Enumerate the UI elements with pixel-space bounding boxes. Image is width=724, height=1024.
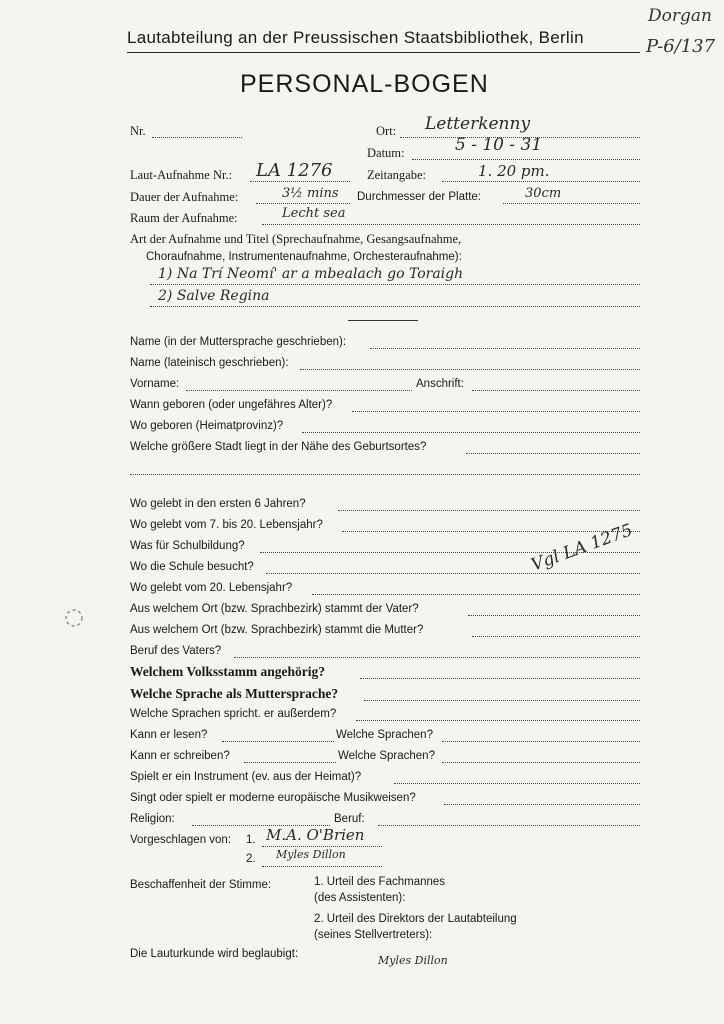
raum-field[interactable]: [262, 224, 640, 225]
margin-note-ref: P-6/137: [646, 36, 716, 57]
titles-line-1[interactable]: [150, 284, 640, 285]
titles-line-2[interactable]: [150, 306, 640, 307]
durchmesser-field[interactable]: [503, 203, 640, 204]
stadt-field-cont[interactable]: [130, 474, 640, 475]
signature: Myles Dillon: [378, 954, 448, 967]
ort-value: Letterkenny: [425, 114, 531, 134]
laut-field[interactable]: [250, 181, 350, 182]
wo-geboren-field[interactable]: [302, 432, 640, 433]
title-1: 1) Na Trí Neomí' ar a mbealach go Toraigh: [158, 266, 464, 282]
proposer-1-num: 1.: [246, 834, 256, 846]
raum-value: Lecht sea: [282, 206, 346, 221]
zeit-label: Zeitangabe:: [367, 168, 426, 182]
schule-field[interactable]: [266, 573, 640, 574]
laut-value: LA 1276: [256, 160, 333, 181]
stadt-label: Welche größere Stadt liegt in der Nähe des Geburtsortes?: [130, 441, 427, 453]
sprachen-ausserdem-label: Welche Sprachen spricht. er außerdem?: [130, 708, 337, 720]
nr-label: Nr.: [130, 124, 146, 138]
sprachen-ausserdem-field[interactable]: [356, 720, 640, 721]
erste-jahre-label: Wo gelebt in den ersten 6 Jahren?: [130, 498, 306, 510]
mutter-ort-label: Aus welchem Ort (bzw. Sprachbezirk) stammt die Mutter?: [130, 624, 424, 636]
durchmesser-label: Durchmesser der Platte:: [357, 191, 481, 203]
schulbildung-label: Was für Schulbildung?: [130, 540, 245, 552]
institution-header: Lautabteilung an der Preussischen Staatsbibliothek, Berlin: [127, 28, 584, 47]
ort-label: Ort:: [376, 124, 397, 138]
schreiben-label: Kann er schreiben?: [130, 750, 230, 762]
erste-jahre-field[interactable]: [338, 510, 640, 511]
wann-geboren-field[interactable]: [352, 411, 640, 412]
durchmesser-value: 30cm: [525, 186, 562, 201]
proposer-2-field[interactable]: [262, 866, 382, 867]
lesen-label: Kann er lesen?: [130, 729, 208, 741]
urteil-2-label: 2. Urteil des Direktors der Lautabteilung: [314, 913, 517, 925]
urteil-2-sub: (seines Stellvertreters):: [314, 929, 433, 941]
muttersprache-label: Welche Sprache als Muttersprache?: [130, 686, 339, 701]
welche-sprachen-schreiben-label: Welche Sprachen?: [338, 750, 435, 762]
musikweisen-field[interactable]: [444, 804, 640, 805]
lebensjahr-7-20-label: Wo gelebt vom 7. bis 20. Lebensjahr?: [130, 519, 323, 531]
beruf-label: Beruf:: [334, 813, 365, 825]
laut-label: Laut-Aufnahme Nr.:: [130, 168, 233, 182]
margin-note-name: Dorgan: [648, 6, 712, 26]
name-mutter-label: Name (in der Muttersprache geschrieben):: [130, 336, 347, 348]
dauer-value: 3½ mins: [282, 186, 339, 201]
lebensjahr-20-field[interactable]: [312, 594, 640, 595]
urteil-1-sub: (des Assistenten):: [314, 892, 406, 904]
schreiben-field[interactable]: [244, 762, 336, 763]
nr-field[interactable]: [152, 137, 242, 138]
stadt-field[interactable]: [466, 453, 640, 454]
volksstamm-label: Welchem Volksstamm angehörig?: [130, 664, 326, 679]
beruf-vater-field[interactable]: [234, 657, 640, 658]
header-rule: [127, 52, 640, 53]
lesen-field[interactable]: [222, 741, 334, 742]
page-title: PERSONAL-BOGEN: [240, 70, 489, 98]
punch-hole-icon: [62, 606, 86, 630]
welche-sprachen-lesen-label: Welche Sprachen?: [336, 729, 433, 741]
religion-label: Religion:: [130, 813, 175, 825]
datum-value: 5 - 10 - 31: [455, 135, 543, 155]
urteil-1-label: 1. Urteil des Fachmannes: [314, 876, 446, 888]
vorgeschlagen-label: Vorgeschlagen von:: [130, 834, 232, 846]
beruf-vater-label: Beruf des Vaters?: [130, 645, 222, 657]
musikweisen-label: Singt oder spielt er moderne europäische Musikweisen?: [130, 792, 416, 804]
art-label-cont: Choraufnahme, Instrumentenaufnahme, Orchesteraufnahme):: [146, 251, 462, 263]
wann-geboren-label: Wann geboren (oder ungefähres Alter)?: [130, 399, 333, 411]
vater-ort-field[interactable]: [468, 615, 640, 616]
mutter-ort-field[interactable]: [472, 636, 640, 637]
proposer-1-field[interactable]: [262, 846, 382, 847]
muttersprache-field[interactable]: [364, 700, 640, 701]
zeit-value: 1. 20 pm.: [478, 162, 550, 180]
zeit-field[interactable]: [442, 181, 640, 182]
anschrift-label: Anschrift:: [416, 378, 464, 390]
datum-field[interactable]: [412, 159, 640, 160]
proposer-1-value: M.A. O'Brien: [266, 826, 365, 844]
name-mutter-field[interactable]: [370, 348, 640, 349]
dauer-label: Dauer der Aufnahme:: [130, 190, 239, 204]
vorname-label: Vorname:: [130, 378, 180, 390]
instrument-label: Spielt er ein Instrument (ev. aus der Heimat)?: [130, 771, 362, 783]
beglaubigt-label: Die Lauturkunde wird beglaubigt:: [130, 948, 299, 960]
name-latein-label: Name (lateinisch geschrieben):: [130, 357, 289, 369]
stimme-label: Beschaffenheit der Stimme:: [130, 879, 272, 891]
proposer-2-num: 2.: [246, 853, 256, 865]
datum-label: Datum:: [367, 146, 405, 160]
name-latein-field[interactable]: [300, 369, 640, 370]
beruf-field[interactable]: [378, 825, 640, 826]
vater-ort-label: Aus welchem Ort (bzw. Sprachbezirk) stammt der Vater?: [130, 603, 419, 615]
volksstamm-field[interactable]: [360, 678, 640, 679]
raum-label: Raum der Aufnahme:: [130, 211, 238, 225]
lebensjahr-20-label: Wo gelebt vom 20. Lebensjahr?: [130, 582, 293, 594]
welche-sprachen-schreiben-field[interactable]: [442, 762, 640, 763]
art-label: Art der Aufnahme und Titel (Sprechaufnahme, Gesangsaufnahme,: [130, 232, 462, 246]
instrument-field[interactable]: [394, 783, 640, 784]
schule-label: Wo die Schule besucht?: [130, 561, 254, 573]
anschrift-field[interactable]: [472, 390, 640, 391]
vorname-field[interactable]: [186, 390, 412, 391]
wo-geboren-label: Wo geboren (Heimatprovinz)?: [130, 420, 284, 432]
proposer-2-value: Myles Dillon: [276, 848, 346, 861]
cross-reference: Vgl LA 1275: [528, 520, 636, 576]
title-2: 2) Salve Regina: [158, 288, 270, 304]
welche-sprachen-lesen-field[interactable]: [442, 741, 640, 742]
section-divider: [348, 320, 418, 321]
dauer-field[interactable]: [256, 203, 350, 204]
